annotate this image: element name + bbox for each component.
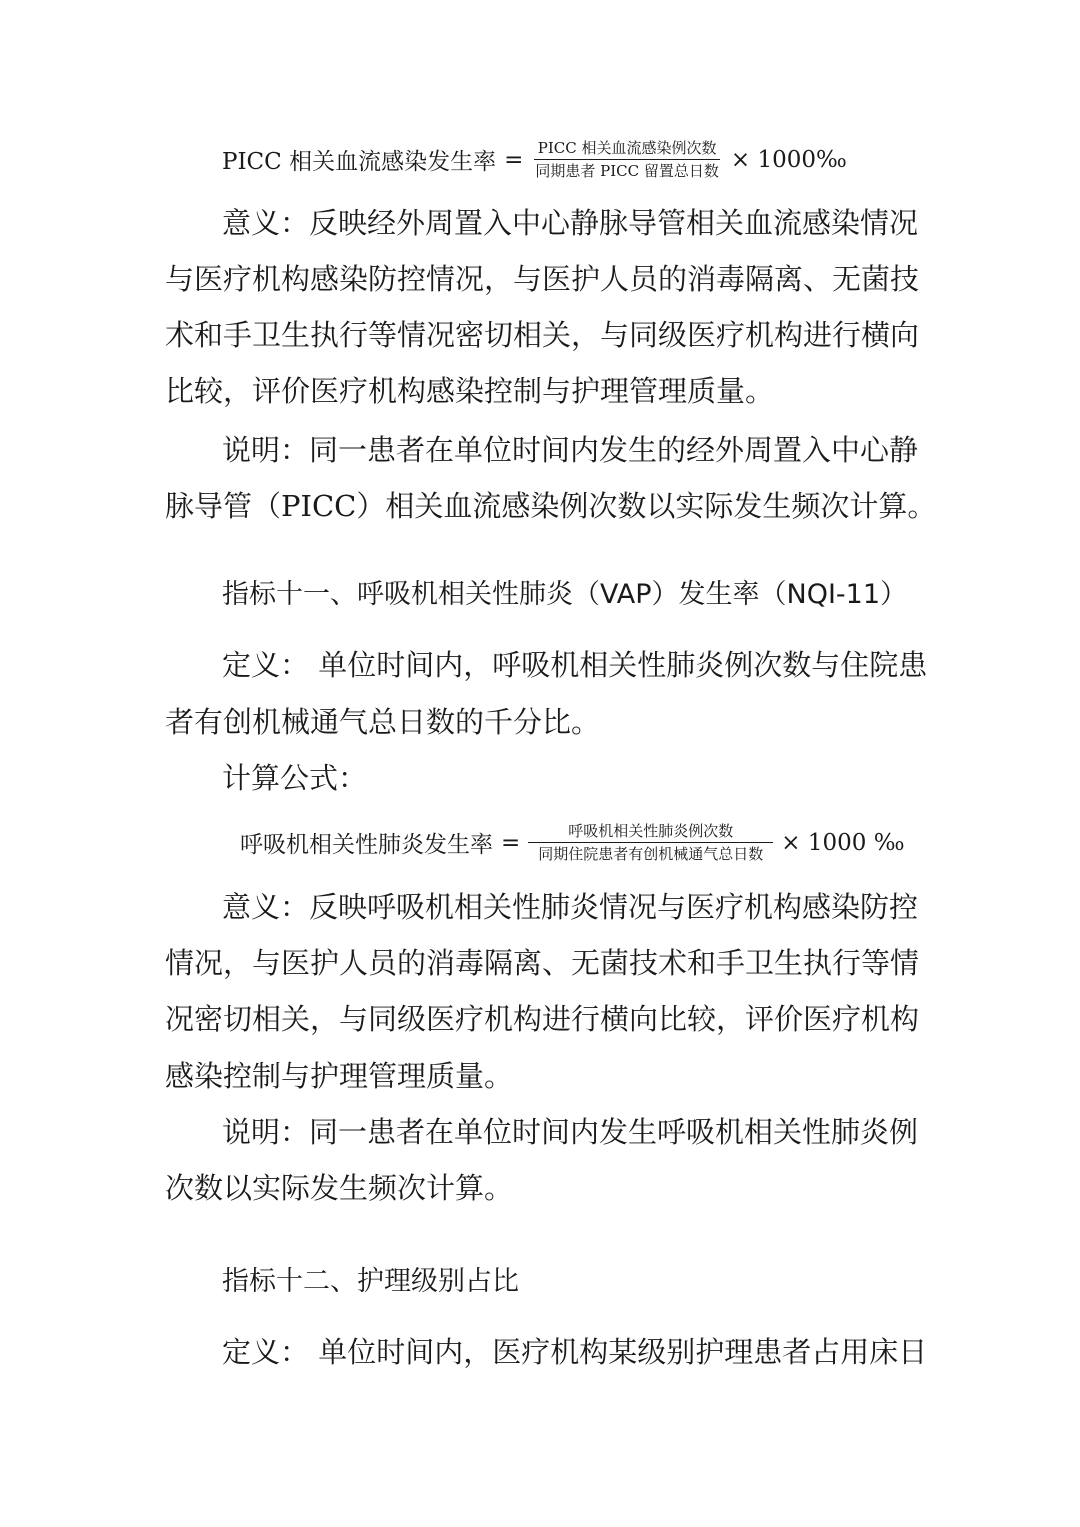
paragraph-line: 意义：反映呼吸机相关性肺炎情况与医疗机构感染防控 bbox=[222, 890, 919, 924]
numerator: 呼吸机相关性肺炎例次数 bbox=[528, 820, 773, 843]
section-heading: 指标十二、护理级别占比 bbox=[222, 1266, 519, 1297]
paragraph-line: 说明：同一患者在单位时间内发生呼吸机相关性肺炎例 bbox=[222, 1115, 919, 1149]
paragraph-line: 定义： 单位时间内，呼吸机相关性肺炎例次数与住院患 bbox=[222, 648, 928, 682]
paragraph-line: 术和手卫生执行等情况密切相关，与同级医疗机构进行横向 bbox=[165, 318, 920, 352]
paragraph-line: 次数以实际发生频次计算。 bbox=[165, 1171, 514, 1205]
paragraph-line: 脉导管（PICC）相关血流感染例次数以实际发生频次计算。 bbox=[165, 489, 937, 523]
formula-picc bbox=[222, 137, 855, 182]
formula-label: PICC 相关血流感染发生率 bbox=[222, 149, 497, 175]
formula-vap bbox=[240, 820, 913, 865]
paragraph-line: 比较，评价医疗机构感染控制与护理管理质量。 bbox=[165, 374, 775, 408]
formula-label: 呼吸机相关性肺炎发生率 bbox=[240, 832, 493, 858]
equals-sign: = bbox=[501, 829, 521, 856]
equals-sign: = bbox=[504, 146, 524, 173]
section-heading: 指标十一、呼吸机相关性肺炎（VAP）发生率（NQI-11） bbox=[222, 579, 908, 610]
multiplier: × 1000 ‰ bbox=[781, 829, 905, 856]
fraction bbox=[528, 820, 773, 865]
calc-label: 计算公式： bbox=[222, 761, 368, 795]
paragraph-line: 说明：同一患者在单位时间内发生的经外周置入中心静 bbox=[222, 433, 919, 467]
paragraph-line: 定义： 单位时间内，医疗机构某级别护理患者占用床日 bbox=[222, 1335, 928, 1369]
paragraph-line: 意义：反映经外周置入中心静脉导管相关血流感染情况 bbox=[222, 206, 919, 240]
numerator: PICC 相关血流感染例次数 bbox=[534, 137, 721, 160]
paragraph-line: 者有创机械通气总日数的千分比。 bbox=[165, 705, 601, 739]
multiplier: × 1000‰ bbox=[730, 146, 847, 173]
denominator: 同期住院患者有创机械通气总日数 bbox=[538, 845, 764, 863]
fraction bbox=[531, 137, 723, 182]
paragraph-line: 情况，与医护人员的消毒隔离、无菌技术和手卫生执行等情 bbox=[165, 946, 920, 980]
paragraph-line: 与医疗机构感染防控情况，与医护人员的消毒隔离、无菌技 bbox=[165, 262, 920, 296]
denominator: 同期患者 PICC 留置总日数 bbox=[535, 162, 719, 180]
paragraph-line: 感染控制与护理管理质量。 bbox=[165, 1059, 514, 1093]
paragraph-line: 况密切相关，与同级医疗机构进行横向比较，评价医疗机构 bbox=[165, 1002, 920, 1036]
